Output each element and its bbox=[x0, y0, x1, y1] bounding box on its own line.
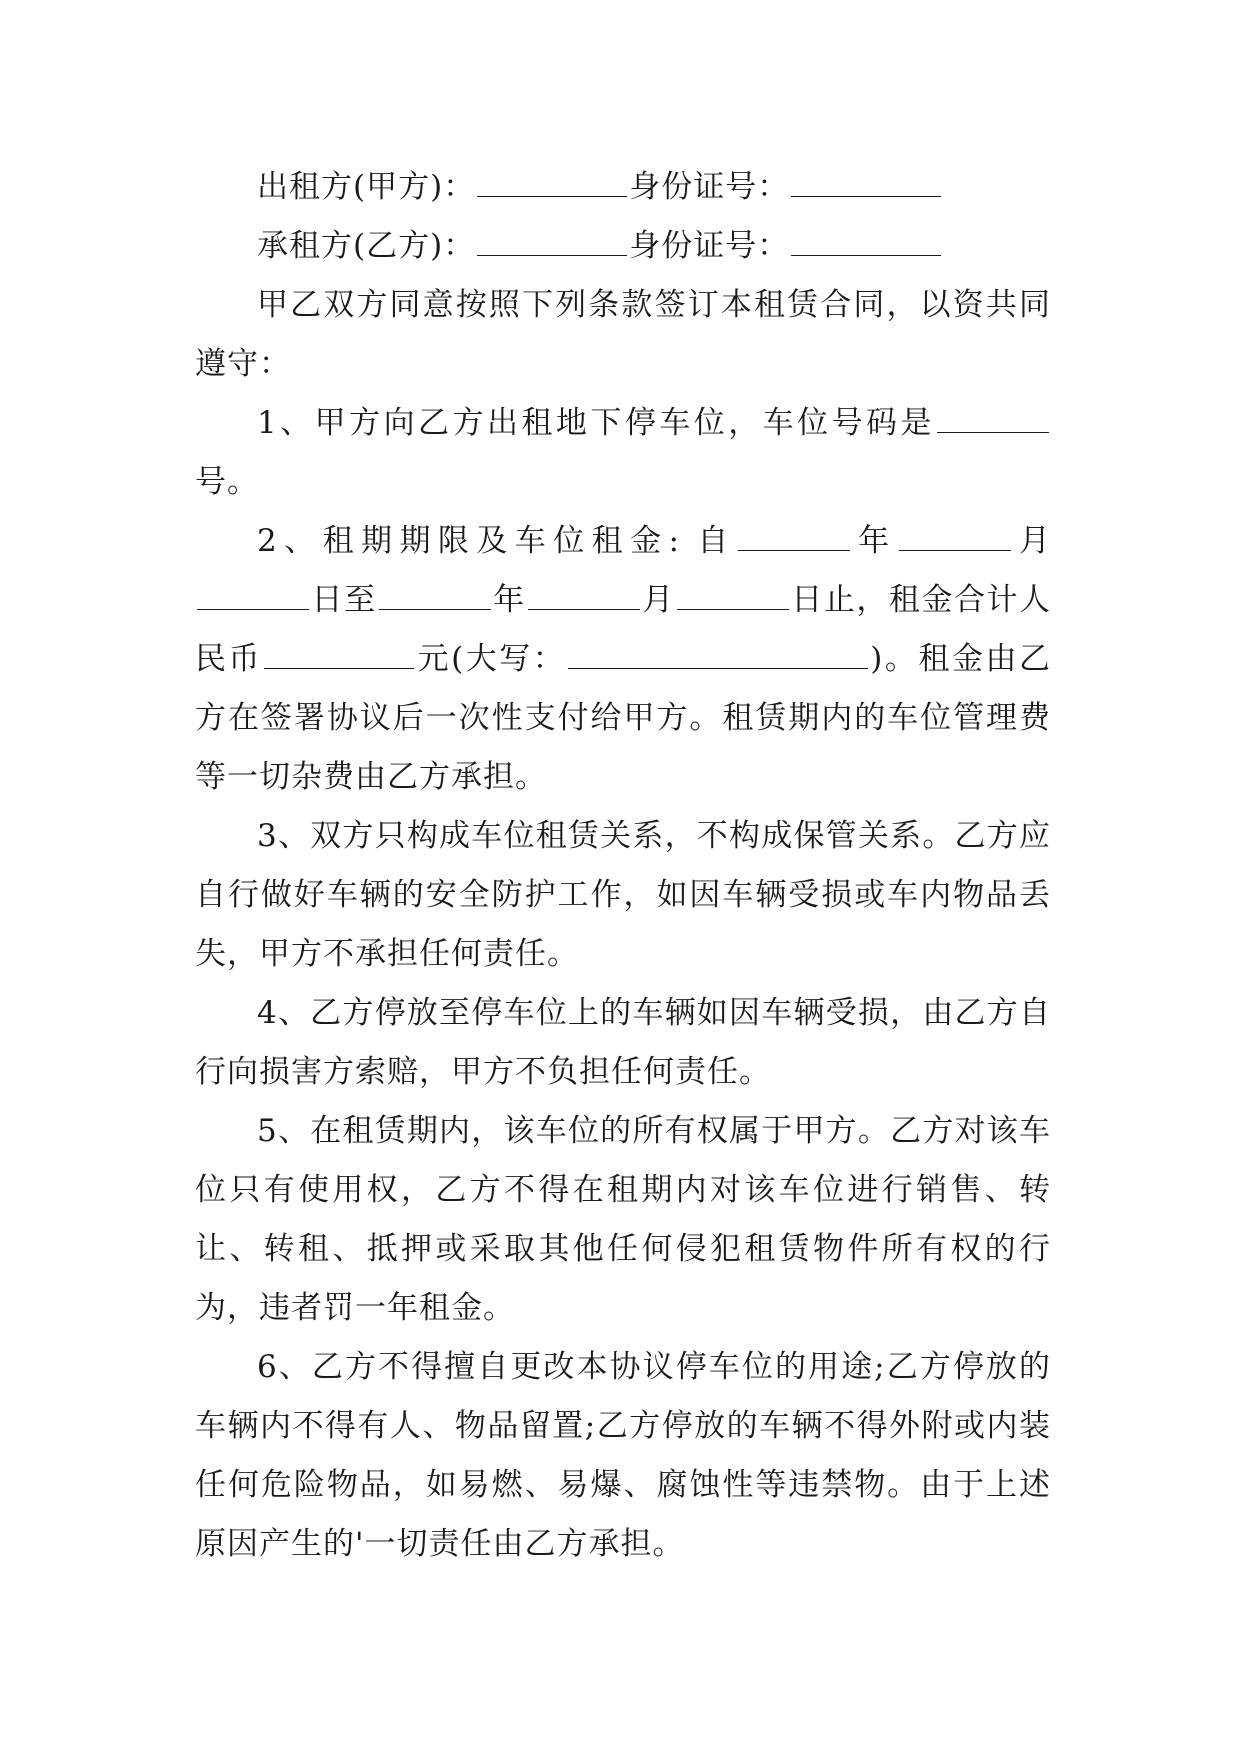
end-year-blank bbox=[379, 579, 491, 610]
lessee-id-blank bbox=[791, 225, 941, 256]
start-year-label: 年 bbox=[851, 523, 897, 559]
end-year-label: 年 bbox=[492, 582, 526, 618]
start-month-blank bbox=[899, 520, 1011, 551]
clause-5: 5、在租赁期内，该车位的所有权属于甲方。乙方对该车位只有使用权，乙方不得在租期内对该车位进行销售、转让、转租、抵押或采取其他任何侵犯租赁物件所有权的行为，违者罚一年租金。 bbox=[195, 1113, 1051, 1326]
lessor-id-label: 身份证号： bbox=[629, 169, 790, 205]
rent-amount-blank bbox=[264, 638, 414, 669]
lessor-id-blank bbox=[791, 166, 941, 197]
lessor-name-blank bbox=[477, 166, 627, 197]
contract-page bbox=[195, 158, 1051, 1574]
start-year-blank bbox=[738, 520, 850, 551]
lessee-label: 承租方(乙方)： bbox=[257, 228, 476, 264]
clause-3: 3、双方只构成车位租赁关系，不构成保管关系。乙方应自行做好车辆的安全防护工作，如因车辆受损或车内物品丢失，甲方不承担任何责任。 bbox=[195, 818, 1051, 972]
start-month-label: 月 bbox=[1012, 523, 1051, 559]
rent-total-label: 日止，租金合计人民币 bbox=[195, 582, 1052, 677]
lessee-line bbox=[195, 217, 1051, 276]
clause-2-text: 2、租期期限及车位租金: 自 bbox=[257, 523, 736, 559]
lessee-id-label: 身份证号： bbox=[629, 228, 790, 264]
end-month-blank bbox=[528, 579, 640, 610]
clause-2-rest: )。租金由乙方在签署协议后一次性支付给甲方。租赁期内的车位管理费等一切杂费由乙方承担。 bbox=[195, 641, 1051, 795]
end-day-blank bbox=[677, 579, 789, 610]
end-month-label: 月 bbox=[641, 582, 675, 618]
parking-number-blank bbox=[937, 402, 1049, 433]
lessor-label: 出租方(甲方)： bbox=[257, 169, 476, 205]
rent-uppercase-blank bbox=[568, 638, 868, 669]
clause-1-text: 1、甲方向乙方出租地下停车位，车位号码是 bbox=[257, 405, 935, 441]
clause-2 bbox=[195, 512, 1051, 807]
clause-1-suffix: 号。 bbox=[195, 464, 259, 500]
lessee-name-blank bbox=[477, 225, 627, 256]
lessor-line bbox=[195, 158, 1051, 217]
clause-1 bbox=[195, 394, 1051, 512]
rent-uppercase-label: 元(大写： bbox=[416, 641, 567, 677]
clause-6: 6、乙方不得擅自更改本协议停车位的用途;乙方停放的车辆内不得有人、物品留置;乙方停放的车辆不得外附或内装任何危险物品，如易燃、易爆、腐蚀性等违禁物。由于上述原因产生的'一切责任由乙方承担。 bbox=[195, 1349, 1051, 1562]
start-day-blank bbox=[197, 579, 309, 610]
clause-4: 4、乙方停放至停车位上的车辆如因车辆受损，由乙方自行向损害方索赔，甲方不负担任何责任。 bbox=[195, 995, 1051, 1090]
start-day-to-label: 日至 bbox=[311, 582, 377, 618]
intro-paragraph: 甲乙双方同意按照下列条款签订本租赁合同，以资共同遵守： bbox=[195, 287, 1051, 382]
